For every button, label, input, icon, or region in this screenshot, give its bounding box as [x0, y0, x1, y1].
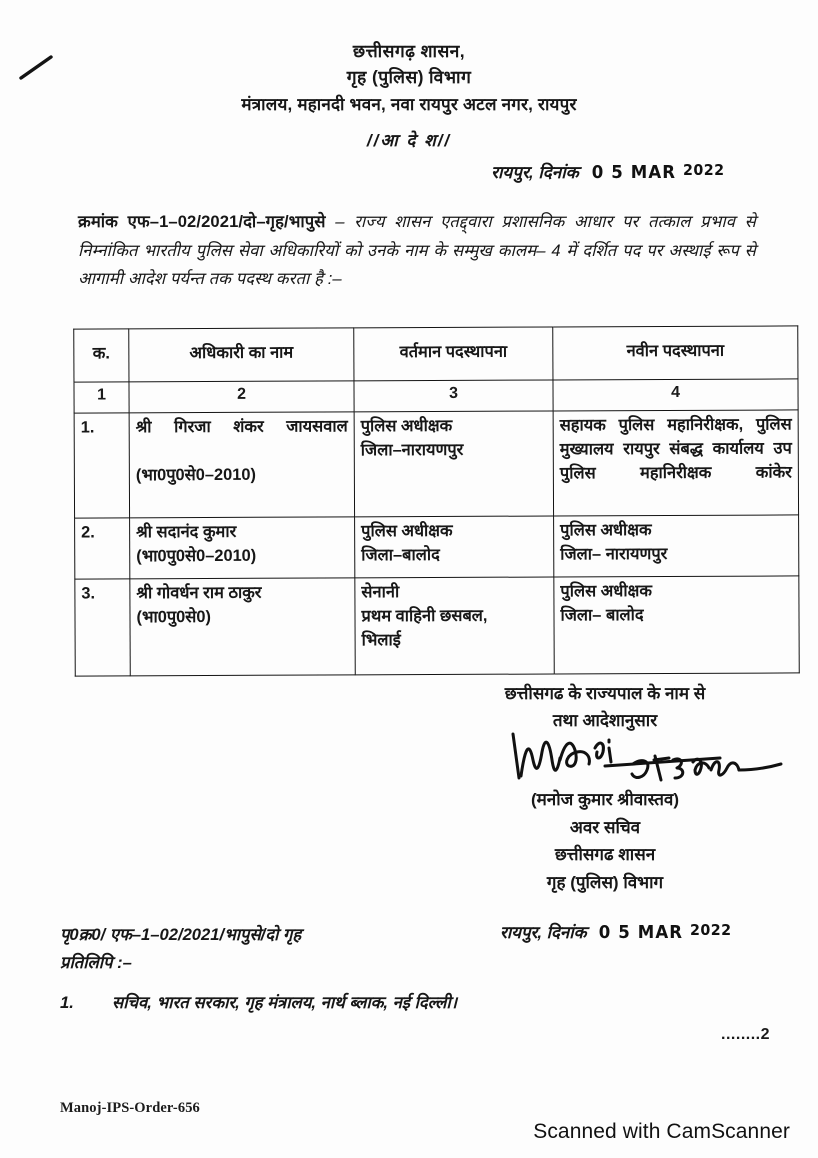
row-serial: 1. — [74, 413, 129, 518]
header-officer-name: अधिकारी का नाम — [129, 328, 354, 382]
row-current-posting — [355, 516, 554, 578]
government-name: छत्तीसगढ़ शासन, — [352, 41, 466, 61]
signatory-name: (मनोज कुमार श्रीवास्तव) — [530, 790, 679, 809]
endorsement-stamp-day: 0 5 — [599, 922, 632, 943]
row-officer-name — [129, 412, 354, 518]
table-header-row — [74, 326, 798, 382]
officer-name-text: श्री गिरजा शंकर जायसवाल — [135, 417, 348, 437]
officer-cadre-year: (भा0पु0से0–2010) — [136, 546, 257, 566]
stamp-month: MAR — [630, 162, 676, 183]
copy-distribution-list — [60, 990, 758, 1013]
office-address: मंत्रालय, महानदी भवन, नवा रायपुर अटल नगर, रायपुर — [241, 94, 577, 114]
row-new-posting — [553, 410, 798, 516]
column-number-2: 2 — [129, 381, 354, 413]
table-row — [74, 410, 798, 518]
order-title: //आ दे श// — [366, 131, 452, 150]
endorsement-reference: पृ0क्र0/ एफ–1–02/2021/भापुसे/दो गृह — [60, 925, 302, 944]
officer-cadre-year: (भा0पु0से0) — [136, 607, 211, 627]
closing-line-1: छत्तीसगढ के राज्यपाल के नाम से — [504, 684, 706, 703]
row-new-posting — [554, 576, 799, 674]
closing-line-2: तथा आदेशानुसार — [552, 711, 658, 731]
officer-cadre-year: (भा0पु0से0–2010) — [135, 465, 256, 485]
current-posting-line: जिला–नारायणपुर — [360, 440, 464, 460]
issue-place-label: रायपुर, दिनांक — [491, 163, 579, 182]
new-posting-line: पुलिस अधीक्षक — [560, 582, 652, 601]
officer-name-text: श्री सदानंद कुमार — [136, 522, 237, 542]
column-number-4: 4 — [553, 379, 798, 411]
new-posting-line: पुलिस अधीक्षक — [560, 521, 652, 540]
table-row — [75, 576, 799, 676]
signatory-designation: अवर सचिव — [569, 817, 641, 837]
endorsement-stamp-year: 2022 — [690, 921, 733, 939]
row-current-posting — [354, 411, 553, 517]
stamp-year: 2022 — [682, 161, 725, 179]
column-number-3: 3 — [354, 380, 553, 412]
officer-name-text: श्री गोवर्धन राम ठाकुर — [136, 583, 262, 603]
copy-item-index: 1. — [60, 993, 74, 1012]
issue-date-line — [491, 160, 730, 183]
new-posting-line: जिला– नारायणपुर — [560, 544, 668, 564]
header-current-posting: वर्तमान पदस्थापना — [354, 327, 553, 381]
row-current-posting — [355, 577, 554, 675]
table-row — [75, 515, 799, 579]
handwritten-signature — [505, 730, 805, 792]
table-column-number-row — [74, 379, 798, 413]
stamp-day: 0 5 — [591, 162, 624, 183]
transfer-table — [73, 325, 800, 676]
row-serial: 2. — [75, 518, 130, 579]
row-serial: 3. — [75, 579, 130, 676]
current-posting-line: सेनानी — [361, 583, 400, 602]
closing-formula — [440, 680, 770, 734]
endorsement-stamp-month: MAR — [638, 922, 684, 943]
signatory-government: छत्तीसगढ शासन — [554, 845, 656, 865]
current-posting-line: जिला–बालोद — [361, 545, 440, 565]
new-posting-line: सहायक पुलिस महानिरीक्षक, पुलिस मुख्यालय रायपुर संबद्ध कार्यालय उप पुलिस महानिरीक्षक कांकेर — [559, 415, 792, 483]
issue-date-stamp — [591, 161, 724, 183]
current-posting-line: प्रथम वाहिनी छसबल, — [361, 606, 488, 626]
camscanner-watermark: Scanned with CamScanner — [533, 1120, 790, 1143]
endorsement-copy-label: प्रतिलिपि :– — [60, 953, 132, 972]
current-posting-line: पुलिस अधीक्षक — [360, 416, 453, 436]
department-name: गृह (पुलिस) विभाग — [346, 67, 472, 88]
copy-item-text: सचिव, भारत सरकार, गृह मंत्रालय, नार्थ ब्लाक, नई दिल्ली। — [112, 993, 457, 1012]
letterhead — [0, 38, 818, 117]
endorsement-date-stamp — [599, 921, 732, 943]
order-reference-number: क्रमांक एफ–1–02/2021/दो–गृह/भापुसे — [78, 212, 326, 231]
current-posting-line: भिलाई — [361, 631, 401, 650]
page-continuation-marker: ........2 — [721, 1026, 770, 1043]
list-item — [60, 990, 758, 1013]
row-new-posting — [554, 515, 799, 577]
header-serial: क. — [74, 329, 129, 382]
row-officer-name — [130, 578, 355, 676]
row-officer-name — [130, 517, 355, 579]
signatory-department: गृह (पुलिस) विभाग — [546, 872, 664, 892]
order-body-text: – राज्य शासन एतद्द्वारा प्रशासनिक आधार पर तत्काल प्रभाव से निम्नांकित भारतीय पुलिस सेवा अधिकारियों को उनके नाम के सम्मुख कालम– 4 में दर्शित पद पर अस्थाई रूप से आगामी आदेश पर्यन्त तक पदस्थ करता है :– — [78, 212, 756, 289]
order-body-paragraph — [78, 208, 756, 294]
endorsement-date-line — [500, 920, 738, 943]
current-posting-line: पुलिस अधीक्षक — [361, 521, 453, 541]
column-number-1: 1 — [74, 382, 129, 413]
endorsement-place-label: रायपुर, दिनांक — [500, 923, 587, 942]
new-posting-line: जिला– बालोद — [560, 606, 644, 625]
document-file-label: Manoj-IPS-Order-656 — [60, 1100, 200, 1116]
signatory-block — [440, 786, 770, 896]
header-new-posting: नवीन पदस्थापना — [553, 326, 798, 380]
